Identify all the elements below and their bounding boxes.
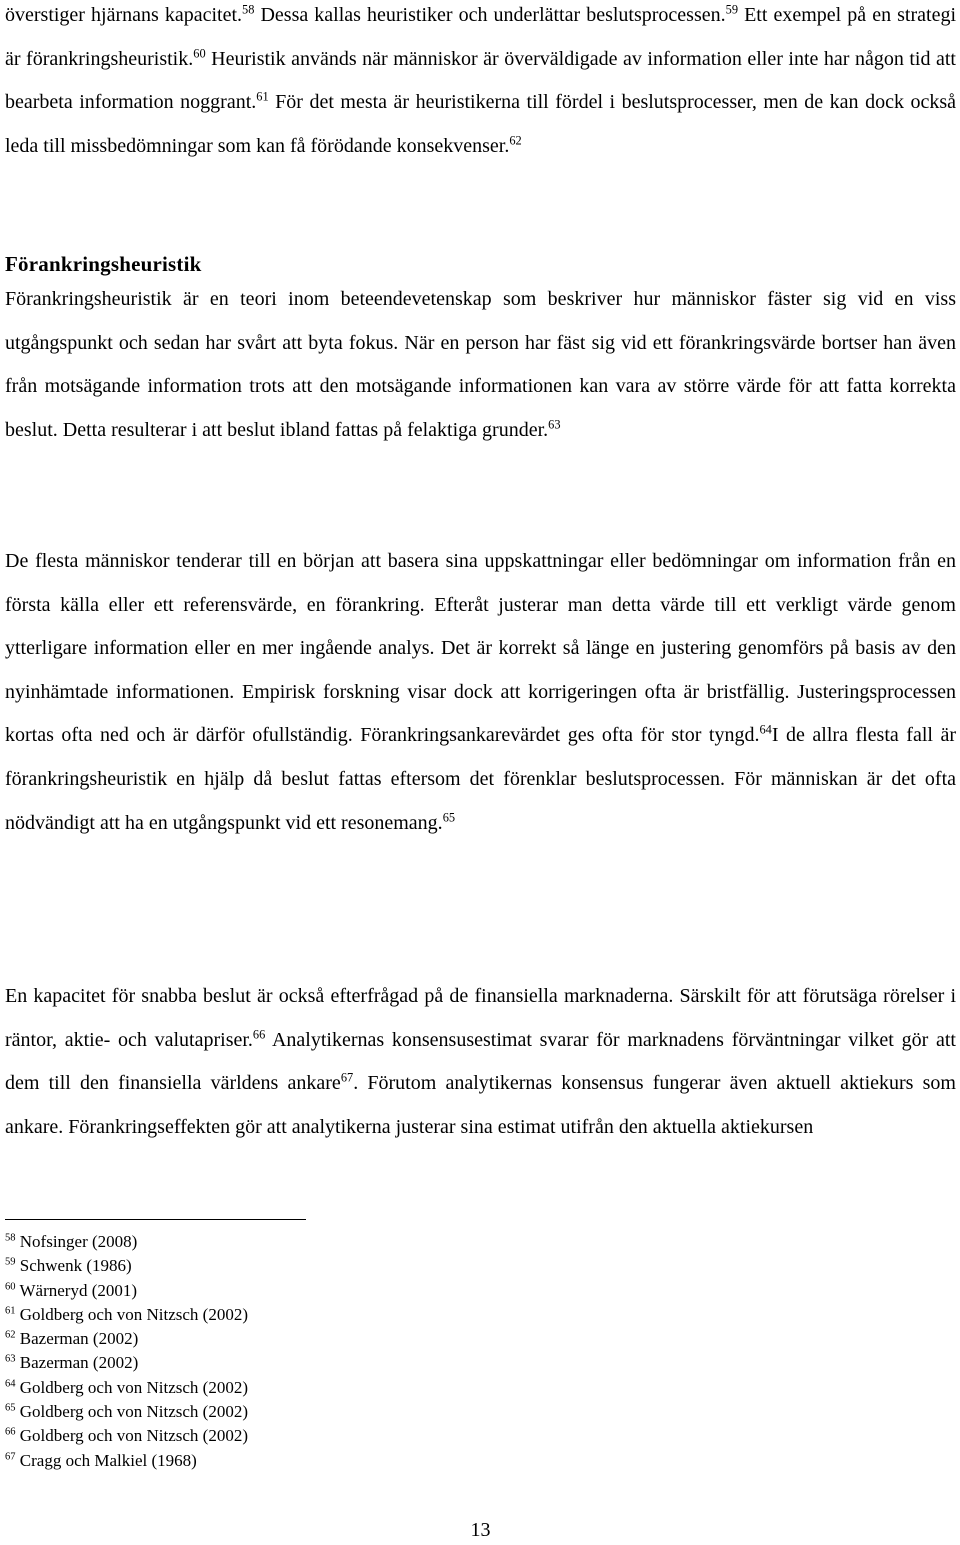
body-text: Heuristik används när människor är överväldigade av information eller inte har någon tid att bearbeta information noggrant. [5, 47, 956, 114]
footnote-number: 63 [5, 1353, 16, 1365]
section-heading: Förankringsheuristik [5, 252, 202, 276]
footnote-text: Goldberg och von Nitzsch (2002) [19, 1304, 248, 1324]
page-number: 13 [470, 1519, 491, 1541]
footnote [5, 1351, 605, 1375]
footnote-text: Nofsinger (2008) [19, 1232, 138, 1251]
footnote-number: 61 [5, 1305, 16, 1317]
footnote-number: 66 [5, 1426, 16, 1438]
footnote-ref[interactable]: 67 [340, 1070, 354, 1085]
body-text: överstiger hjärnans kapacitet. [5, 4, 243, 26]
footnote [5, 1424, 605, 1448]
paragraph-anchoring-adjustment [5, 540, 956, 845]
footnote-ref[interactable]: 60 [193, 45, 206, 60]
body-text: De flesta människor tenderar till en början att basera sina uppskattningar eller bedömningar om information från en första källa eller ett referensvärde, en förankring. Efteråt justerar man detta värde till ett verkligt värde genom ytterligare information eller en mer ingående analys. Det är korrekt så länge en justering genomförs på basis av den nyinhämtade informationen. Empirisk forskning visar dock att korrigeringen ofta är bristfällig. Justeringsprocessen kortas ofta ned och är därför ofullständig. Förankringsankarevärdet ges ofta för stor tyngd. [5, 550, 956, 747]
footnote-text: Cragg och Malkiel (1968) [19, 1450, 197, 1470]
footnote-number: 65 [5, 1402, 16, 1414]
document-page [5, 0, 956, 1545]
footnote-ref[interactable]: 61 [256, 89, 269, 104]
footnote [5, 1327, 605, 1351]
footnote-ref[interactable]: 59 [725, 2, 739, 17]
footnote-text: Goldberg och von Nitzsch (2002) [19, 1426, 248, 1446]
footnote-ref[interactable]: 58 [242, 2, 255, 17]
footnote-ref[interactable]: 62 [509, 133, 522, 148]
footnote [5, 1449, 605, 1473]
footnote-ref[interactable]: 65 [442, 809, 456, 824]
body-text: Förankringsheuristik är en teori inom beteendevetenskap som beskriver hur människor fäster sig vid en viss utgångspunkt och sedan har svårt att byta fokus. När en person har fäst sig vid ett förankringsvärde bortser han även från motsägande information trots att den motsägande informationen kan vara av större värde för att fatta korrekta beslut. Detta resulterar i att beslut ibland fattas på felaktiga grunder. [5, 288, 956, 441]
body-text: Analytikernas konsensusestimat svarar för marknadens förväntningar vilket gör att dem till den finansiella världens ankare [5, 1028, 956, 1095]
footnote [5, 1279, 605, 1303]
footnote-number: 67 [5, 1451, 16, 1463]
paragraph-anchoring-definition [5, 278, 956, 452]
footnote-number: 64 [5, 1378, 16, 1390]
body-text: Dessa kallas heuristiker och underlättar beslutsprocessen. [254, 4, 726, 26]
body-text: En kapacitet för snabba beslut är också efterfrågad på de finansiella marknaderna. Särskilt för att förutsäga rörelser i räntor, aktie- och valutapriser. [5, 985, 956, 1051]
footnote-text: Bazerman (2002) [19, 1329, 139, 1349]
footnote-ref[interactable]: 63 [548, 417, 561, 432]
footnote [5, 1376, 605, 1400]
footnote-separator [5, 1219, 306, 1220]
footnote [5, 1303, 605, 1327]
footnote-text: Wärneryd (2001) [19, 1280, 138, 1300]
footnote-list [5, 1230, 605, 1473]
footnote-text: Goldberg och von Nitzsch (2002) [19, 1402, 248, 1422]
footnote-text: Goldberg och von Nitzsch (2002) [19, 1377, 248, 1397]
footnote-number: 58 [5, 1232, 16, 1244]
footnote-text: Bazerman (2002) [19, 1353, 139, 1373]
footnote [5, 1254, 605, 1278]
footnote-text: Schwenk (1986) [19, 1256, 132, 1276]
footnote-ref[interactable]: 64 [759, 722, 772, 737]
footnote-number: 60 [5, 1280, 16, 1292]
footnote-number: 62 [5, 1329, 16, 1341]
body-text: . Förutom analytikernas konsensus fungerar även aktuell aktiekurs som ankare. Förankringseffekten gör att analytikerna justerar sina estimat utifrån den aktuella aktiekursen [5, 1072, 956, 1138]
paragraph-heuristics-intro [5, 0, 956, 168]
footnote-number: 59 [5, 1256, 16, 1268]
body-text: Ett exempel på en strategi är förankringsheuristik. [5, 4, 956, 70]
footnote [5, 1400, 605, 1424]
footnote-ref[interactable]: 66 [252, 1026, 266, 1041]
footnote [5, 1230, 605, 1254]
paragraph-financial-markets [5, 975, 956, 1149]
body-text: I de allra flesta fall är förankringsheuristik en hjälp då beslut fattas eftersom det förenklar beslutsprocessen. För människan är det ofta nödvändigt att ha en utgångspunkt vid ett resonemang. [5, 724, 957, 834]
body-text: För det mesta är heuristikerna till fördel i beslutsprocesser, men de kan dock också leda till missbedömningar som kan få förödande konsekvenser. [5, 91, 956, 157]
